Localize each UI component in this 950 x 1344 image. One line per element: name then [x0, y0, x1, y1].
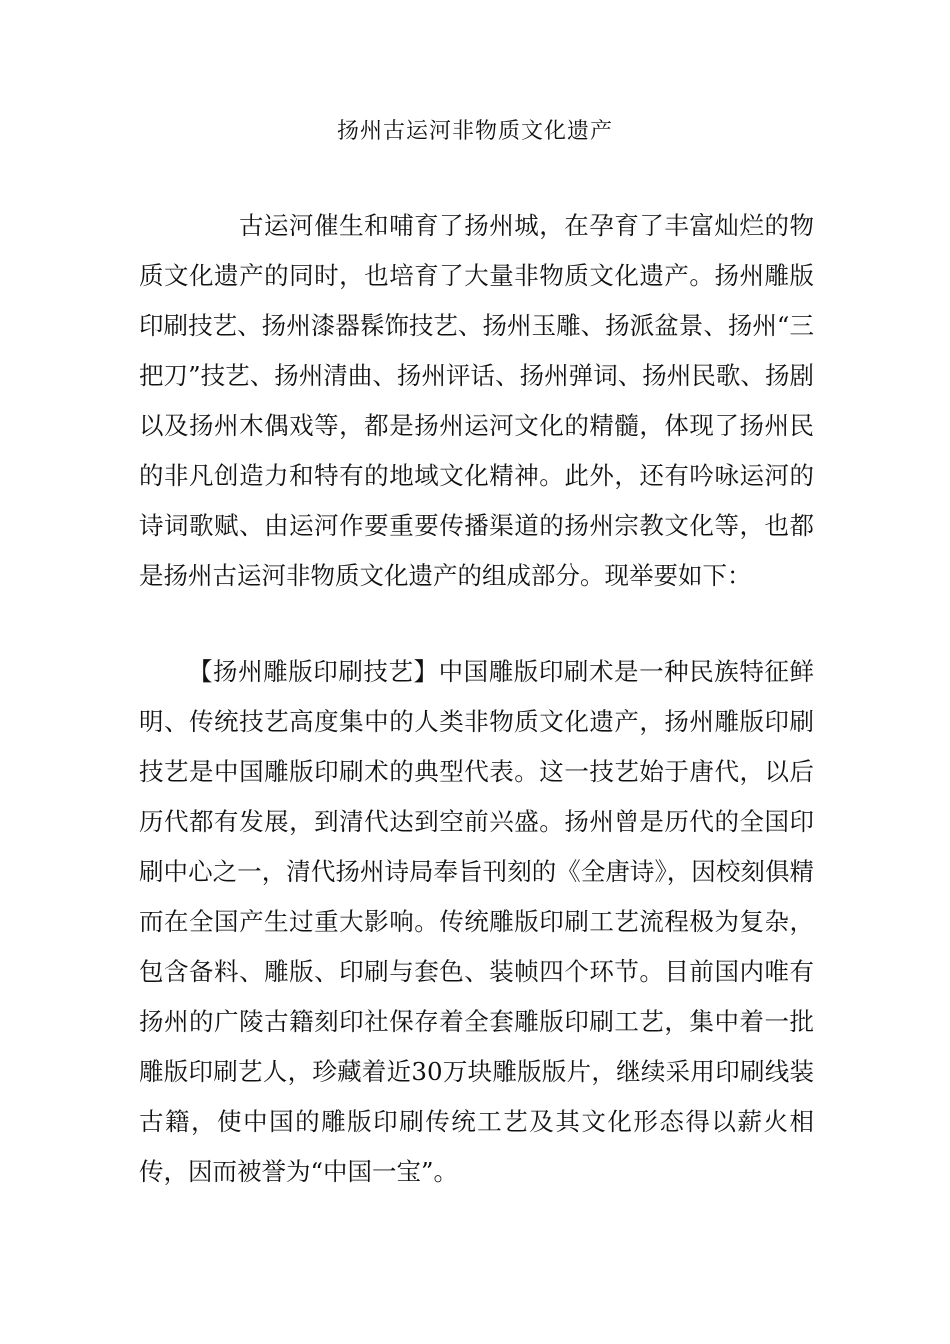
- paragraph-engraving-printing: 【扬州雕版印刷技艺】中国雕版印刷术是一种民族特征鲜明、传统技艺高度集中的人类非物质文化遗产，扬州雕版印刷技艺是中国雕版印刷术的典型代表。这一技艺始于唐代，以后历代都有发展，到清代达到空前兴盛。扬州曾是历代的全国印刷中心之一，清代扬州诗局奉旨刊刻的《全唐诗》，因校刻俱精而在全国产生过重大影响。传统雕版印刷工艺流程极为复杂，包含备料、雕版、印刷与套色、装帧四个环节。目前国内唯有扬州的广陵古籍刻印社保存着全套雕版印刷工艺，集中着一批雕版印刷艺人，珍藏着近30万块雕版版片，继续采用印刷线装古籍，使中国的雕版印刷传统工艺及其文化形态得以薪火相传，因而被誉为“中国一宝”。: [139, 657, 814, 1186]
- document-title: 扬州古运河非物质文化遗产: [336, 119, 613, 144]
- paragraph-intro: 古运河催生和哺育了扬州城，在孕育了丰富灿烂的物质文化遗产的同时，也培育了大量非物质文化遗产。扬州雕版印刷技艺、扬州漆器髹饰技艺、扬州玉雕、扬派盆景、扬州“三把刀”技艺、扬州清曲、扬州评话、扬州弹词、扬州民歌、扬剧以及扬州木偶戏等，都是扬州运河文化的精髓，体现了扬州民的非凡创造力和特有的地域文化精神。此外，还有吟咏运河的诗词歌赋、由运河作要重要传播渠道的扬州宗教文化等，也都是扬州古运河非物质文化遗产的组成部分。现举要如下：: [139, 211, 814, 590]
